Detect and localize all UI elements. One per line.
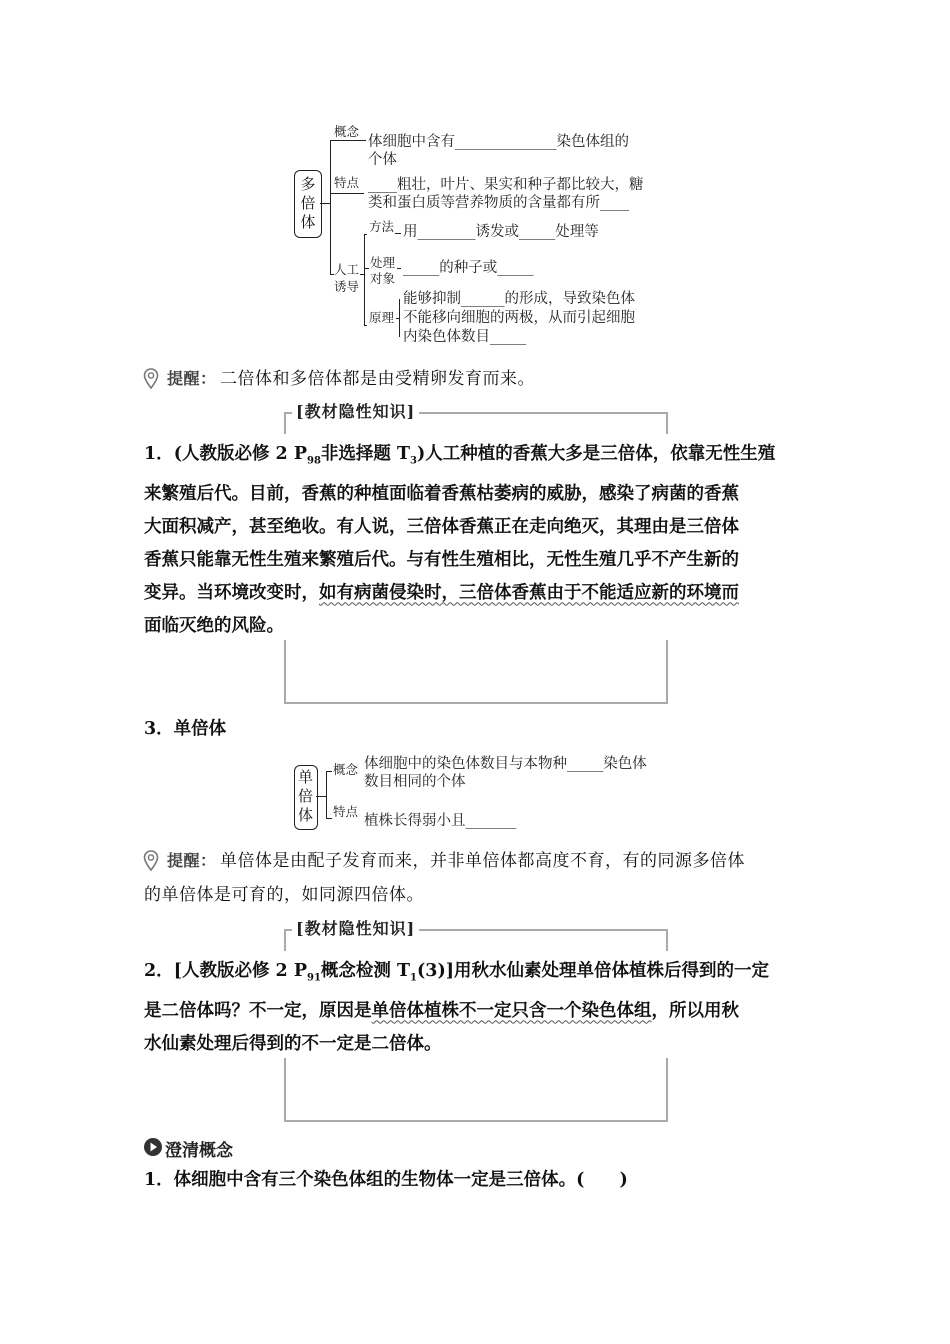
question-text: ，所以用秋 (651, 1000, 739, 1021)
question-2-line: 水仙素处理后得到的不一定是二倍体。 (144, 1033, 442, 1054)
question-text-emphasis: 如有病菌侵染时， (319, 582, 459, 603)
question-source: (人教版必修 2 P (173, 444, 307, 464)
question-1-line: 香蕉只能靠无性生殖来繁殖后代。与有性生殖相比，无性生殖几乎不产生新的 (144, 549, 739, 570)
bracket-line (397, 268, 401, 269)
principle-label: 原理 (369, 310, 395, 325)
question-text-emphasis: 单倍体植株不一定只含一个染色体组 (371, 1000, 652, 1021)
object-label: 对象 (370, 271, 396, 286)
concept-text: 体细胞中含有______________染色体组的 (368, 134, 629, 150)
concept-label: 概念 (334, 124, 360, 139)
location-pin-icon (143, 850, 159, 872)
subscript: 1 (410, 972, 418, 984)
bracket-line (330, 140, 331, 274)
bracket-line (364, 234, 367, 235)
tip-text: 二倍体和多倍体都是由受精卵发育而来。 (220, 369, 535, 389)
tip-text: 的单倍体是可育的，如同源四倍体。 (144, 885, 424, 905)
feature-text: ____粗壮，叶片、果实和种子都比较大，糖 (368, 177, 644, 193)
question-1-line (144, 438, 824, 478)
haploid-root-char: 单 (297, 768, 313, 786)
bracket-line (362, 140, 366, 141)
question-text: 变异。当环境改变时， (144, 582, 319, 603)
tip-label: 提醒： (167, 851, 217, 870)
feature-label: 特点 (333, 804, 359, 819)
feature-text: 植株长得弱小且_______ (364, 813, 517, 829)
bracket-line (330, 193, 364, 194)
question-2-line (144, 995, 824, 1028)
section-title: 3．单倍体 (144, 719, 227, 739)
question-text: (3)]用秋水仙素处理单倍体植株后得到的一定 (417, 961, 770, 981)
polyploid-root-char: 多 (300, 175, 316, 193)
method-label: 方法 (369, 219, 395, 234)
polyploid-root-char: 倍 (300, 194, 316, 212)
induce-label: 诱导 (334, 279, 360, 294)
question-1 (144, 438, 824, 643)
question-source: 概念检测 T (320, 961, 411, 981)
question-text: )人工种植的香蕉大多是三倍体，依靠无性生殖 (417, 444, 776, 464)
bracket-line (326, 818, 332, 819)
feature-text: 类和蛋白质等营养物质的含量都有所____ (368, 195, 629, 211)
tip-label: 提醒： (167, 369, 217, 388)
bracket-line (364, 325, 367, 326)
subscript: 98 (307, 455, 321, 467)
concept-label: 概念 (333, 762, 359, 777)
bracket-line (364, 268, 369, 269)
bracket-line (364, 234, 365, 325)
principle-text: 能够抑制______的形成，导致染色体 (403, 291, 635, 307)
principle-text: 不能移向细胞的两极，从而引起细胞 (403, 310, 635, 326)
object-label: 处理 (370, 255, 396, 270)
feature-label: 特点 (334, 175, 360, 190)
concept-text: 个体 (368, 152, 397, 168)
question-2 (144, 955, 824, 1061)
object-text: _____的种子或_____ (403, 260, 534, 276)
bracket-line (326, 771, 327, 818)
question-2-line (144, 955, 824, 995)
question-1-line (144, 577, 824, 610)
principle-text: 内染色体数目_____ (403, 329, 527, 345)
clarify-title: 澄清概念 (165, 1141, 233, 1161)
bracket-line (320, 203, 330, 204)
play-badge-icon (143, 1137, 163, 1157)
subscript: 91 (307, 972, 321, 984)
subscript: 3 (410, 455, 418, 467)
induce-label: 人工 (334, 262, 360, 277)
tip-text: 单倍体是由配子发育而来，并非单倍体都高度不育，有的同源多倍体 (220, 851, 745, 871)
clarify-item-1: 1．体细胞中含有三个染色体组的生物体一定是三倍体。( ) (144, 1170, 628, 1190)
question-text: 是二倍体吗？不一定，原因是 (144, 1000, 372, 1021)
bracket-line (326, 771, 332, 772)
question-1-line: 大面积减产，甚至绝收。有人说，三倍体香蕉正在走向绝灭，其理由是三倍体 (144, 516, 739, 537)
question-text-emphasis: 三倍体香蕉由于不能适应新的环境而 (459, 582, 739, 603)
question-number: 1． (144, 444, 174, 464)
bracket-line (399, 299, 400, 337)
location-pin-icon (143, 368, 159, 390)
polyploid-root-char: 体 (300, 213, 316, 231)
question-number: 2． (144, 961, 174, 981)
haploid-root-char: 体 (297, 806, 313, 824)
knowledge-frame-bottom (284, 640, 668, 704)
knowledge-frame-title: [教材隐性知识] (292, 916, 419, 939)
bracket-line (330, 140, 362, 141)
question-source: 非选择题 T (320, 444, 411, 464)
question-source: [人教版必修 2 P (173, 961, 307, 981)
question-1-line: 来繁殖后代。目前，香蕉的种植面临着香蕉枯萎病的威胁，感染了病菌的香蕉 (144, 483, 739, 504)
bracket-line (316, 796, 326, 797)
bracket-line (395, 233, 401, 234)
concept-text: 体细胞中的染色体数目与本物种_____染色体 (364, 756, 647, 772)
knowledge-frame-bottom (284, 1058, 668, 1122)
knowledge-frame-title: [教材隐性知识] (292, 399, 419, 422)
concept-text: 数目相同的个体 (364, 774, 466, 790)
question-1-line: 面临灭绝的风险。 (144, 615, 284, 636)
method-text: 用________诱发或_____处理等 (403, 224, 599, 240)
haploid-root-char: 倍 (297, 787, 313, 805)
